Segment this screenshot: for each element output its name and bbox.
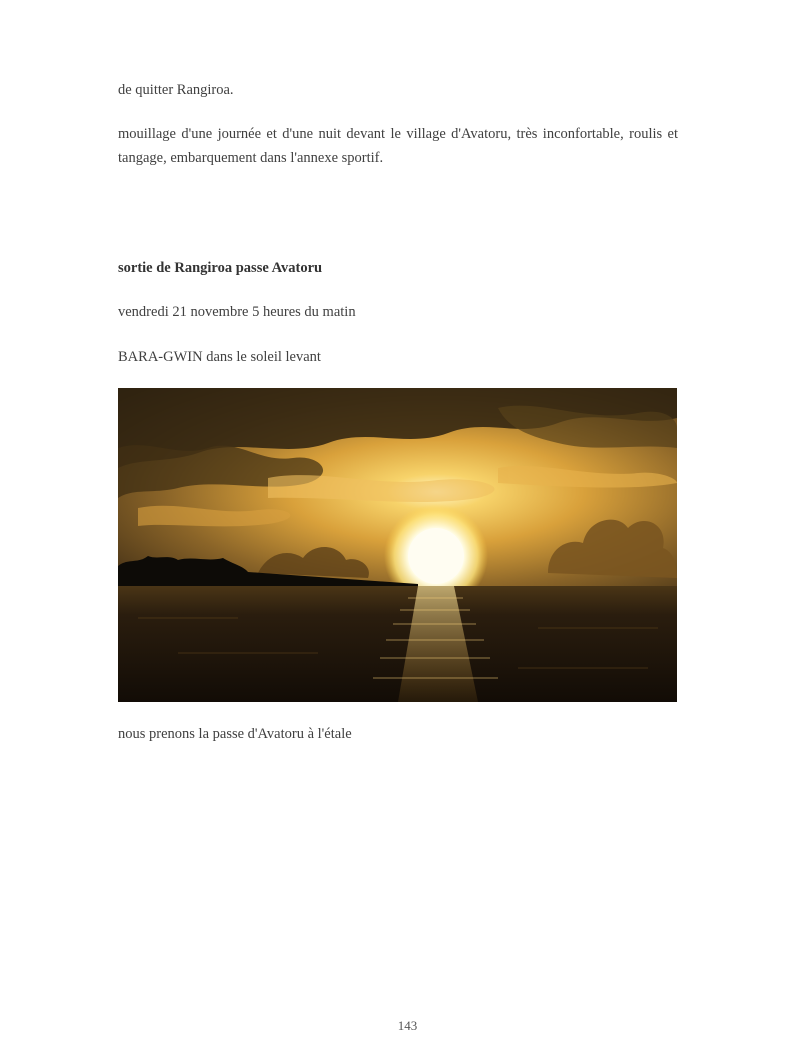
date-line: vendredi 21 novembre 5 heures du matin (118, 304, 356, 320)
photo-caption-above: BARA-GWIN dans le soleil levant (118, 349, 321, 365)
paragraph-departure: de quitter Rangiroa. (118, 82, 234, 98)
photo-caption-below: nous prenons la passe d'Avatoru à l'étale (118, 726, 352, 742)
section-heading: sortie de Rangiroa passe Avatoru (118, 260, 323, 276)
paragraph-mooring: mouillage d'une journée et d'une nuit devant le village d'Avatoru, très inconfortable, roulis et tangage, embarquement dans l'annexe sportif. (118, 126, 678, 166)
page-number: 143 (397, 1018, 418, 1033)
sunrise-photo (118, 388, 677, 702)
